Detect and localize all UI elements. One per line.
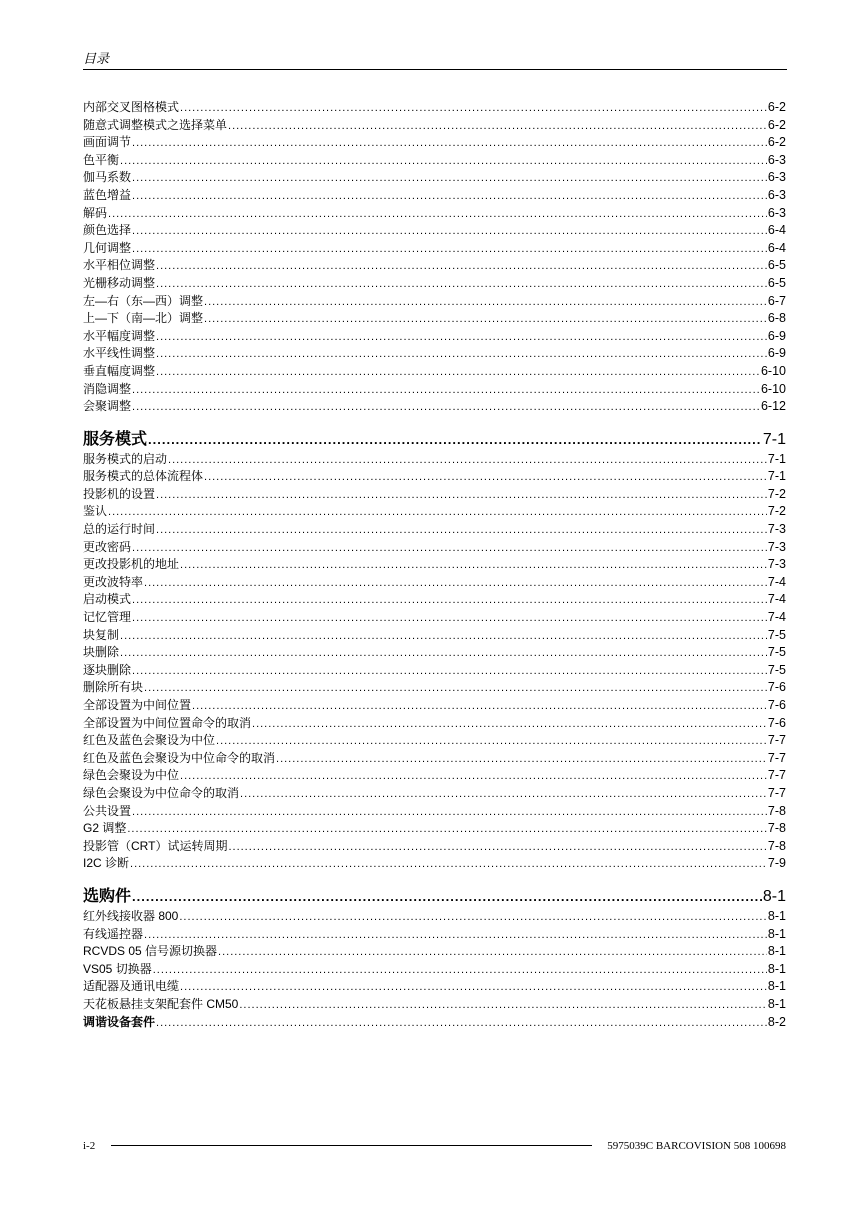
toc-entry-page: 6-5 — [767, 258, 786, 273]
toc-entry-title: 总的运行时间 — [83, 522, 156, 537]
toc-entry-title: 更改投影机的地址 — [83, 557, 180, 572]
toc-leader-dots — [127, 821, 767, 838]
toc-entry-title: 有线遥控器 — [83, 926, 144, 941]
toc-entry-page: 7-8 — [767, 838, 786, 853]
toc-entry[interactable] — [83, 697, 786, 715]
toc-entry[interactable] — [83, 222, 786, 240]
toc-entry-title: 更改密码 — [83, 539, 132, 554]
toc-leader-dots — [204, 311, 767, 328]
toc-entry[interactable] — [83, 503, 786, 521]
toc-entry-page: 6-2 — [767, 117, 786, 132]
toc-leader-dots — [132, 592, 767, 609]
toc-leader-dots — [132, 610, 767, 627]
toc-entry[interactable] — [83, 310, 786, 328]
toc-leader-dots — [144, 575, 767, 592]
toc-entry-title: 全部设置为中间位置命令的取消 — [83, 715, 252, 730]
toc-entry-page: 7-5 — [767, 627, 786, 642]
toc-leader-dots — [132, 170, 767, 187]
toc-entry-page: 6-3 — [767, 152, 786, 167]
toc-leader-dots — [132, 804, 767, 821]
header-title: 目录 — [83, 51, 110, 66]
toc-entry-page: 6-12 — [760, 399, 786, 414]
toc-entry-page: 7-7 — [767, 785, 786, 800]
toc-entry-title: 红色及蓝色会聚设为中位 — [83, 733, 216, 748]
toc-leader-dots — [156, 276, 767, 293]
toc-heading-page: 8-1 — [762, 887, 786, 905]
toc-entry-title: 绿色会聚设为中位 — [83, 768, 180, 783]
toc-heading-service-mode[interactable] — [83, 429, 786, 451]
toc-entry-page: 6-10 — [760, 381, 786, 396]
toc-entry-page: 6-8 — [767, 311, 786, 326]
toc-leader-dots — [156, 1015, 767, 1032]
toc-leader-dots — [156, 364, 760, 381]
toc-entry[interactable] — [83, 152, 786, 170]
toc-entry[interactable] — [83, 398, 786, 416]
toc-entry[interactable] — [83, 187, 786, 205]
toc-entry-title: 颜色选择 — [83, 223, 132, 238]
toc-entry-title: 水平线性调整 — [83, 346, 156, 361]
toc-leader-dots — [132, 223, 767, 240]
toc-entry-title: 几何调整 — [83, 240, 132, 255]
toc-leader-dots — [144, 927, 767, 944]
toc-entry-page: 7-2 — [767, 504, 786, 519]
toc-leader-dots — [132, 886, 762, 908]
table-of-contents — [83, 99, 786, 1031]
toc-entry-page: 7-5 — [767, 662, 786, 677]
toc-entry-page: 6-3 — [767, 170, 786, 185]
toc-entry[interactable] — [83, 996, 786, 1014]
toc-leader-dots — [148, 429, 762, 451]
toc-leader-dots — [216, 733, 767, 750]
toc-leader-dots — [228, 839, 766, 856]
toc-entry-page: 7-9 — [767, 856, 786, 871]
toc-entry-page: 8-1 — [767, 944, 786, 959]
toc-entry-page: 8-1 — [767, 996, 786, 1011]
toc-entry[interactable] — [83, 926, 786, 944]
toc-leader-dots — [180, 979, 767, 996]
toc-entry-title: 内部交叉图格模式 — [83, 100, 180, 114]
toc-entry-title: 服务模式的启动 — [83, 451, 168, 466]
toc-entry-title: 水平相位调整 — [83, 258, 156, 273]
toc-leader-dots — [156, 329, 767, 346]
toc-entry-page: 7-5 — [767, 645, 786, 660]
toc-entry[interactable] — [83, 521, 786, 539]
toc-entry[interactable] — [83, 328, 786, 346]
toc-entry-title: 删除所有块 — [83, 680, 144, 695]
toc-leader-dots — [179, 909, 767, 926]
toc-entry-title: 块复制 — [83, 627, 120, 642]
toc-entry-title: 适配器及通讯电缆 — [83, 979, 180, 994]
toc-entry-title: 伽马系数 — [83, 170, 132, 185]
toc-leader-dots — [120, 645, 767, 662]
toc-entry[interactable] — [83, 257, 786, 275]
toc-entry[interactable] — [83, 767, 786, 785]
toc-entry[interactable] — [83, 574, 786, 592]
toc-entry[interactable] — [83, 855, 786, 873]
toc-leader-dots — [204, 294, 767, 311]
toc-entry[interactable] — [83, 908, 786, 926]
toc-entry-title: 红色及蓝色会聚设为中位命令的取消 — [83, 750, 276, 765]
toc-entry-page: 6-5 — [767, 275, 786, 290]
toc-entry-page: 8-1 — [767, 926, 786, 941]
toc-entry[interactable] — [83, 662, 786, 680]
toc-entry-title: 垂直幅度调整 — [83, 363, 156, 378]
toc-leader-dots — [228, 118, 767, 135]
toc-entry-page: 6-2 — [767, 100, 786, 114]
toc-entry-title: RCVDS 05 信号源切换器 — [83, 944, 218, 959]
page-header — [83, 50, 787, 70]
toc-section-7 — [83, 429, 786, 873]
toc-leader-dots — [132, 663, 767, 680]
toc-entry-page: 7-8 — [767, 821, 786, 836]
toc-leader-dots — [132, 188, 767, 205]
toc-entry[interactable] — [83, 240, 786, 258]
toc-heading-page: 7-1 — [762, 430, 786, 448]
toc-leader-dots — [240, 786, 767, 803]
toc-entry[interactable] — [83, 943, 786, 961]
toc-entry-page: 7-3 — [767, 522, 786, 537]
toc-entry-title: 消隐调整 — [83, 381, 132, 396]
toc-entry[interactable] — [83, 978, 786, 996]
toc-entry-page: 6-7 — [767, 293, 786, 308]
toc-entry-title: G2 调整 — [83, 821, 127, 836]
toc-leader-dots — [252, 716, 767, 733]
toc-entry-title: 色平衡 — [83, 152, 120, 167]
toc-entry[interactable] — [83, 715, 786, 733]
toc-leader-dots — [108, 504, 767, 521]
toc-entry-title: 天花板悬挂支架配套件 CM50 — [83, 996, 239, 1011]
toc-entry-title: 投影管（CRT）试运转周期 — [83, 838, 228, 853]
toc-entry-title: 投影机的设置 — [83, 486, 156, 501]
toc-entry[interactable] — [83, 838, 786, 856]
toc-section-8 — [83, 886, 786, 1031]
toc-leader-dots — [239, 997, 767, 1014]
toc-entry-page: 7-1 — [767, 469, 786, 484]
toc-entry-title: 上—下（南—北）调整 — [83, 311, 204, 326]
toc-entry-page: 7-7 — [767, 768, 786, 783]
toc-entry-title: 鉴认 — [83, 504, 108, 519]
toc-entry[interactable] — [83, 785, 786, 803]
toc-entry-title: 解码 — [83, 205, 108, 220]
toc-entry-page: 7-2 — [767, 486, 786, 501]
toc-entry-page: 7-6 — [767, 698, 786, 712]
toc-entry[interactable] — [83, 381, 786, 399]
toc-entry-page: 8-1 — [767, 979, 786, 994]
toc-entry-page: 7-7 — [767, 733, 786, 748]
toc-entry-title: I2C 诊断 — [83, 856, 130, 871]
toc-leader-dots — [204, 469, 767, 486]
toc-entry-title: 启动模式 — [83, 592, 132, 607]
toc-entry-page: 7-6 — [767, 715, 786, 730]
toc-leader-dots — [218, 944, 767, 961]
toc-entry-title: 调谐设备套件 — [83, 1014, 156, 1029]
toc-leader-dots — [132, 540, 767, 557]
toc-entry-page: 6-4 — [767, 240, 786, 255]
toc-entry[interactable] — [83, 134, 786, 152]
toc-entry-page: 6-4 — [767, 223, 786, 238]
toc-leader-dots — [156, 522, 767, 539]
toc-entry-page: 8-2 — [767, 1014, 786, 1029]
toc-entry-page: 7-4 — [767, 574, 786, 589]
toc-entry-title: 更改波特率 — [83, 574, 144, 589]
toc-entry[interactable] — [83, 627, 786, 645]
toc-entry[interactable] — [83, 169, 786, 187]
toc-entry[interactable] — [83, 486, 786, 504]
toc-heading-title: 服务模式 — [83, 430, 148, 448]
toc-leader-dots — [276, 751, 767, 768]
toc-entry-page: 7-4 — [767, 610, 786, 625]
toc-entry[interactable] — [83, 363, 786, 381]
toc-entry[interactable] — [83, 644, 786, 662]
toc-entry-title: 随意式调整模式之选择菜单 — [83, 117, 228, 132]
toc-leader-dots — [180, 768, 767, 785]
toc-leader-dots — [156, 346, 767, 363]
toc-leader-dots — [156, 258, 767, 275]
toc-entry[interactable] — [83, 591, 786, 609]
toc-entry-page: 8-1 — [767, 961, 786, 976]
toc-heading-title: 选购件 — [83, 887, 132, 905]
toc-entry-title: 块删除 — [83, 645, 120, 660]
toc-entry-page: 6-9 — [767, 328, 786, 343]
toc-entry[interactable] — [83, 961, 786, 979]
toc-leader-dots — [180, 557, 767, 574]
toc-entry[interactable] — [83, 99, 786, 117]
footer-document-id: 5975039C BARCOVISION 508 100698 — [607, 1140, 786, 1152]
toc-entry-title: 全部设置为中间位置 — [83, 698, 192, 712]
toc-entry-title: 记忆管理 — [83, 610, 132, 625]
toc-entry-page: 7-8 — [767, 803, 786, 818]
toc-leader-dots — [132, 241, 767, 258]
toc-leader-dots — [192, 698, 767, 715]
footer-rule — [111, 1145, 592, 1146]
toc-entry[interactable] — [83, 556, 786, 574]
toc-entry-title: 服务模式的总体流程体 — [83, 469, 204, 484]
toc-entry-page: 7-3 — [767, 539, 786, 554]
toc-entry[interactable] — [83, 679, 786, 697]
page-footer — [83, 1138, 786, 1154]
toc-entry-title: 画面调节 — [83, 135, 132, 150]
toc-entry-page: 7-7 — [767, 750, 786, 765]
toc-leader-dots — [180, 100, 767, 117]
toc-leader-dots — [132, 135, 767, 152]
toc-entry-page: 7-1 — [767, 451, 786, 466]
toc-entry-page: 7-4 — [767, 592, 786, 607]
toc-leader-dots — [132, 382, 760, 399]
toc-entry-title: 会聚调整 — [83, 399, 132, 414]
toc-entry[interactable] — [83, 732, 786, 750]
toc-entry-title: 逐块删除 — [83, 662, 132, 677]
toc-entry[interactable] — [83, 803, 786, 821]
toc-leader-dots — [108, 206, 767, 223]
toc-leader-dots — [120, 628, 767, 645]
toc-leader-dots — [168, 452, 767, 469]
toc-entry[interactable] — [83, 609, 786, 627]
toc-entry[interactable] — [83, 451, 786, 469]
toc-entry[interactable] — [83, 205, 786, 223]
toc-entry[interactable] — [83, 345, 786, 363]
toc-entry-page: 7-3 — [767, 557, 786, 572]
toc-leader-dots — [132, 399, 760, 416]
toc-entry-title: VS05 切换器 — [83, 961, 152, 976]
toc-entry[interactable] — [83, 468, 786, 486]
toc-entry-title: 绿色会聚设为中位命令的取消 — [83, 785, 240, 800]
toc-entry[interactable] — [83, 750, 786, 768]
toc-entry-title: 左—右（东—西）调整 — [83, 293, 204, 308]
toc-heading-options[interactable] — [83, 886, 786, 908]
toc-entry-page: 8-1 — [767, 908, 786, 923]
toc-entry-title: 公共设置 — [83, 803, 132, 818]
toc-entry[interactable] — [83, 820, 786, 838]
toc-leader-dots — [156, 487, 767, 504]
toc-entry-title: 光栅移动调整 — [83, 275, 156, 290]
toc-entry[interactable] — [83, 275, 786, 293]
toc-entry[interactable] — [83, 117, 786, 135]
toc-entry-page: 6-2 — [767, 135, 786, 150]
toc-entry-title: 水平幅度调整 — [83, 328, 156, 343]
toc-leader-dots — [153, 962, 767, 979]
toc-entry[interactable] — [83, 539, 786, 557]
footer-page-number: i-2 — [83, 1140, 96, 1152]
toc-entry-title: 红外线接收器 800 — [83, 908, 179, 923]
toc-entry-page: 7-6 — [767, 680, 786, 695]
toc-section-6 — [83, 99, 786, 416]
toc-leader-dots — [144, 680, 767, 697]
toc-entry-title: 蓝色增益 — [83, 187, 132, 202]
toc-entry[interactable] — [83, 293, 786, 311]
toc-entry-page: 6-9 — [767, 346, 786, 361]
toc-leader-dots — [120, 153, 767, 170]
toc-entry-page: 6-3 — [767, 187, 786, 202]
toc-entry[interactable] — [83, 1014, 786, 1032]
toc-entry-page: 6-10 — [760, 363, 786, 378]
toc-entry-page: 6-3 — [767, 205, 786, 220]
toc-leader-dots — [130, 856, 767, 873]
